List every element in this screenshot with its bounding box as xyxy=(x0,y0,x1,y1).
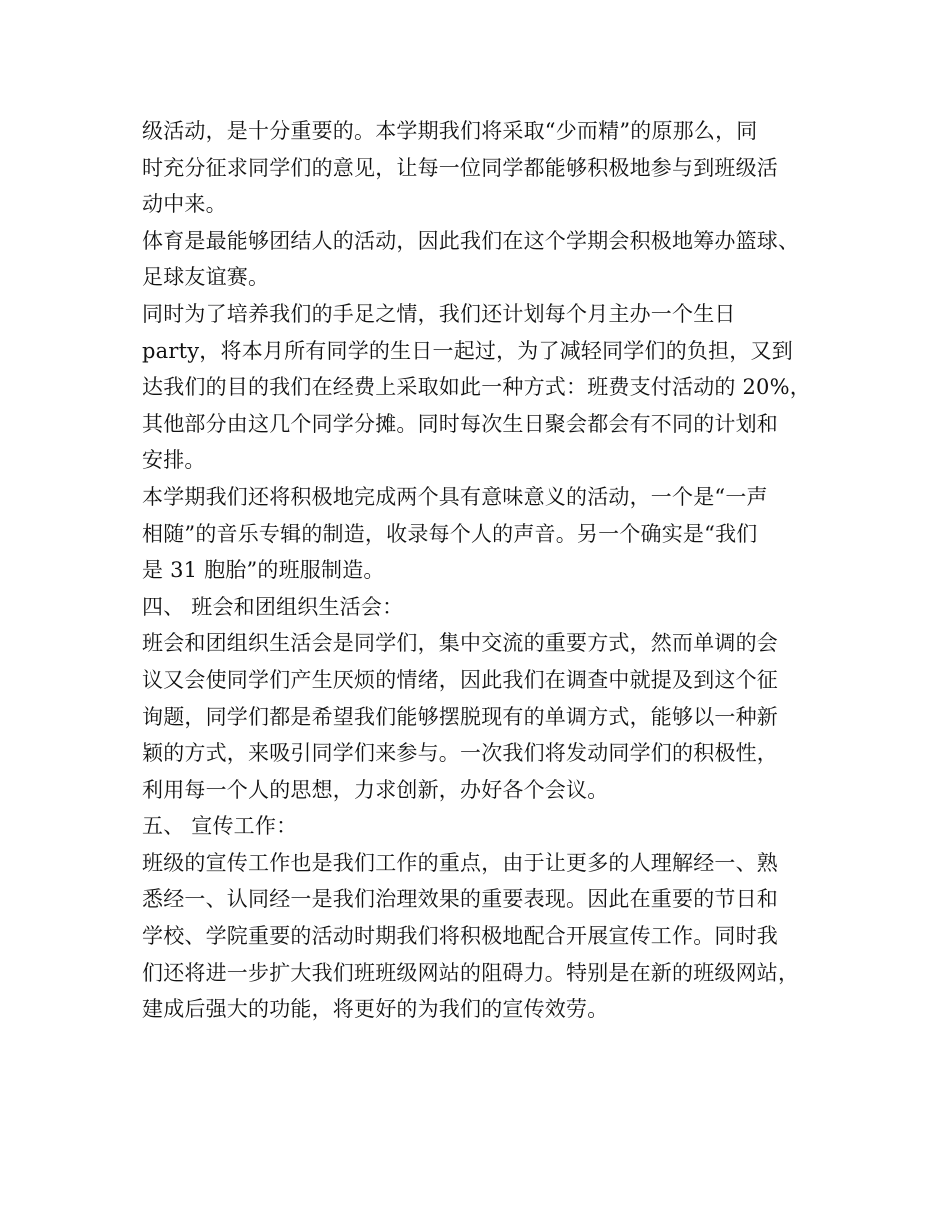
text-line: 是 31 胞胎”的班服制造。 xyxy=(142,558,385,583)
text-line: 同时为了培养我们的手足之情，我们还计划每个月主办一个生日 xyxy=(142,301,736,326)
section-heading: 四、 班会和团组织生活会： xyxy=(142,594,404,619)
text-line: 足球友谊赛。 xyxy=(142,265,270,290)
text-line: 学校、学院重要的活动时期我们将积极地配合开展宣传工作。同时我 xyxy=(142,924,778,949)
text-line: party，将本月所有同学的生日一起过，为了减轻同学们的负担，又到 xyxy=(142,338,793,363)
text-line: 动中来。 xyxy=(142,192,227,217)
text-line: 悉经一、认同经一是我们治理效果的重要表现。因此在重要的节日和 xyxy=(142,887,778,912)
text-line: 询题，同学们都是希望我们能够摆脱现有的单调方式，能够以一种新 xyxy=(142,704,778,729)
document-body xyxy=(142,113,842,1028)
text-line: 级活动，是十分重要的。本学期我们将采取“少而精”的原那么，同 xyxy=(142,119,758,143)
text-line: 班级的宣传工作也是我们工作的重点，由于让更多的人理解经一、熟 xyxy=(142,850,778,875)
text-line: 班会和团组织生活会是同学们，集中交流的重要方式，然而单调的会 xyxy=(142,631,778,656)
text-line: 们还将进一步扩大我们班班级网站的阻碍力。特别是在新的班级网站， xyxy=(142,960,800,985)
text-line: 相随”的音乐专辑的制造，收录每个人的声音。另一个确实是“我们 xyxy=(142,521,758,546)
text-line: 时充分征求同学们的意见，让每一位同学都能够积极地参与到班级活 xyxy=(142,155,778,180)
section-heading: 五、 宣传工作： xyxy=(142,814,298,839)
text-line: 达我们的目的我们在经费上采取如此一种方式：班费支付活动的 20%， xyxy=(142,375,811,400)
text-line: 体育是最能够团结人的活动，因此我们在这个学期会积极地筹办篮球、 xyxy=(142,228,800,253)
text-line: 建成后强大的功能，将更好的为我们的宣传效劳。 xyxy=(142,997,609,1022)
text-line: 其他部分由这几个同学分摊。同时每次生日聚会都会有不同的计划和 xyxy=(142,411,778,436)
text-line: 利用每一个人的思想，力求创新，办好各个会议。 xyxy=(142,777,609,802)
text-line: 本学期我们还将积极地完成两个具有意味意义的活动，一个是“一声 xyxy=(142,484,768,509)
text-line: 议又会使同学们产生厌烦的情绪，因此我们在调查中就提及到这个征 xyxy=(142,667,778,692)
text-line: 安排。 xyxy=(142,448,206,473)
text-line: 颖的方式，来吸引同学们来参与。一次我们将发动同学们的积极性， xyxy=(142,741,778,766)
